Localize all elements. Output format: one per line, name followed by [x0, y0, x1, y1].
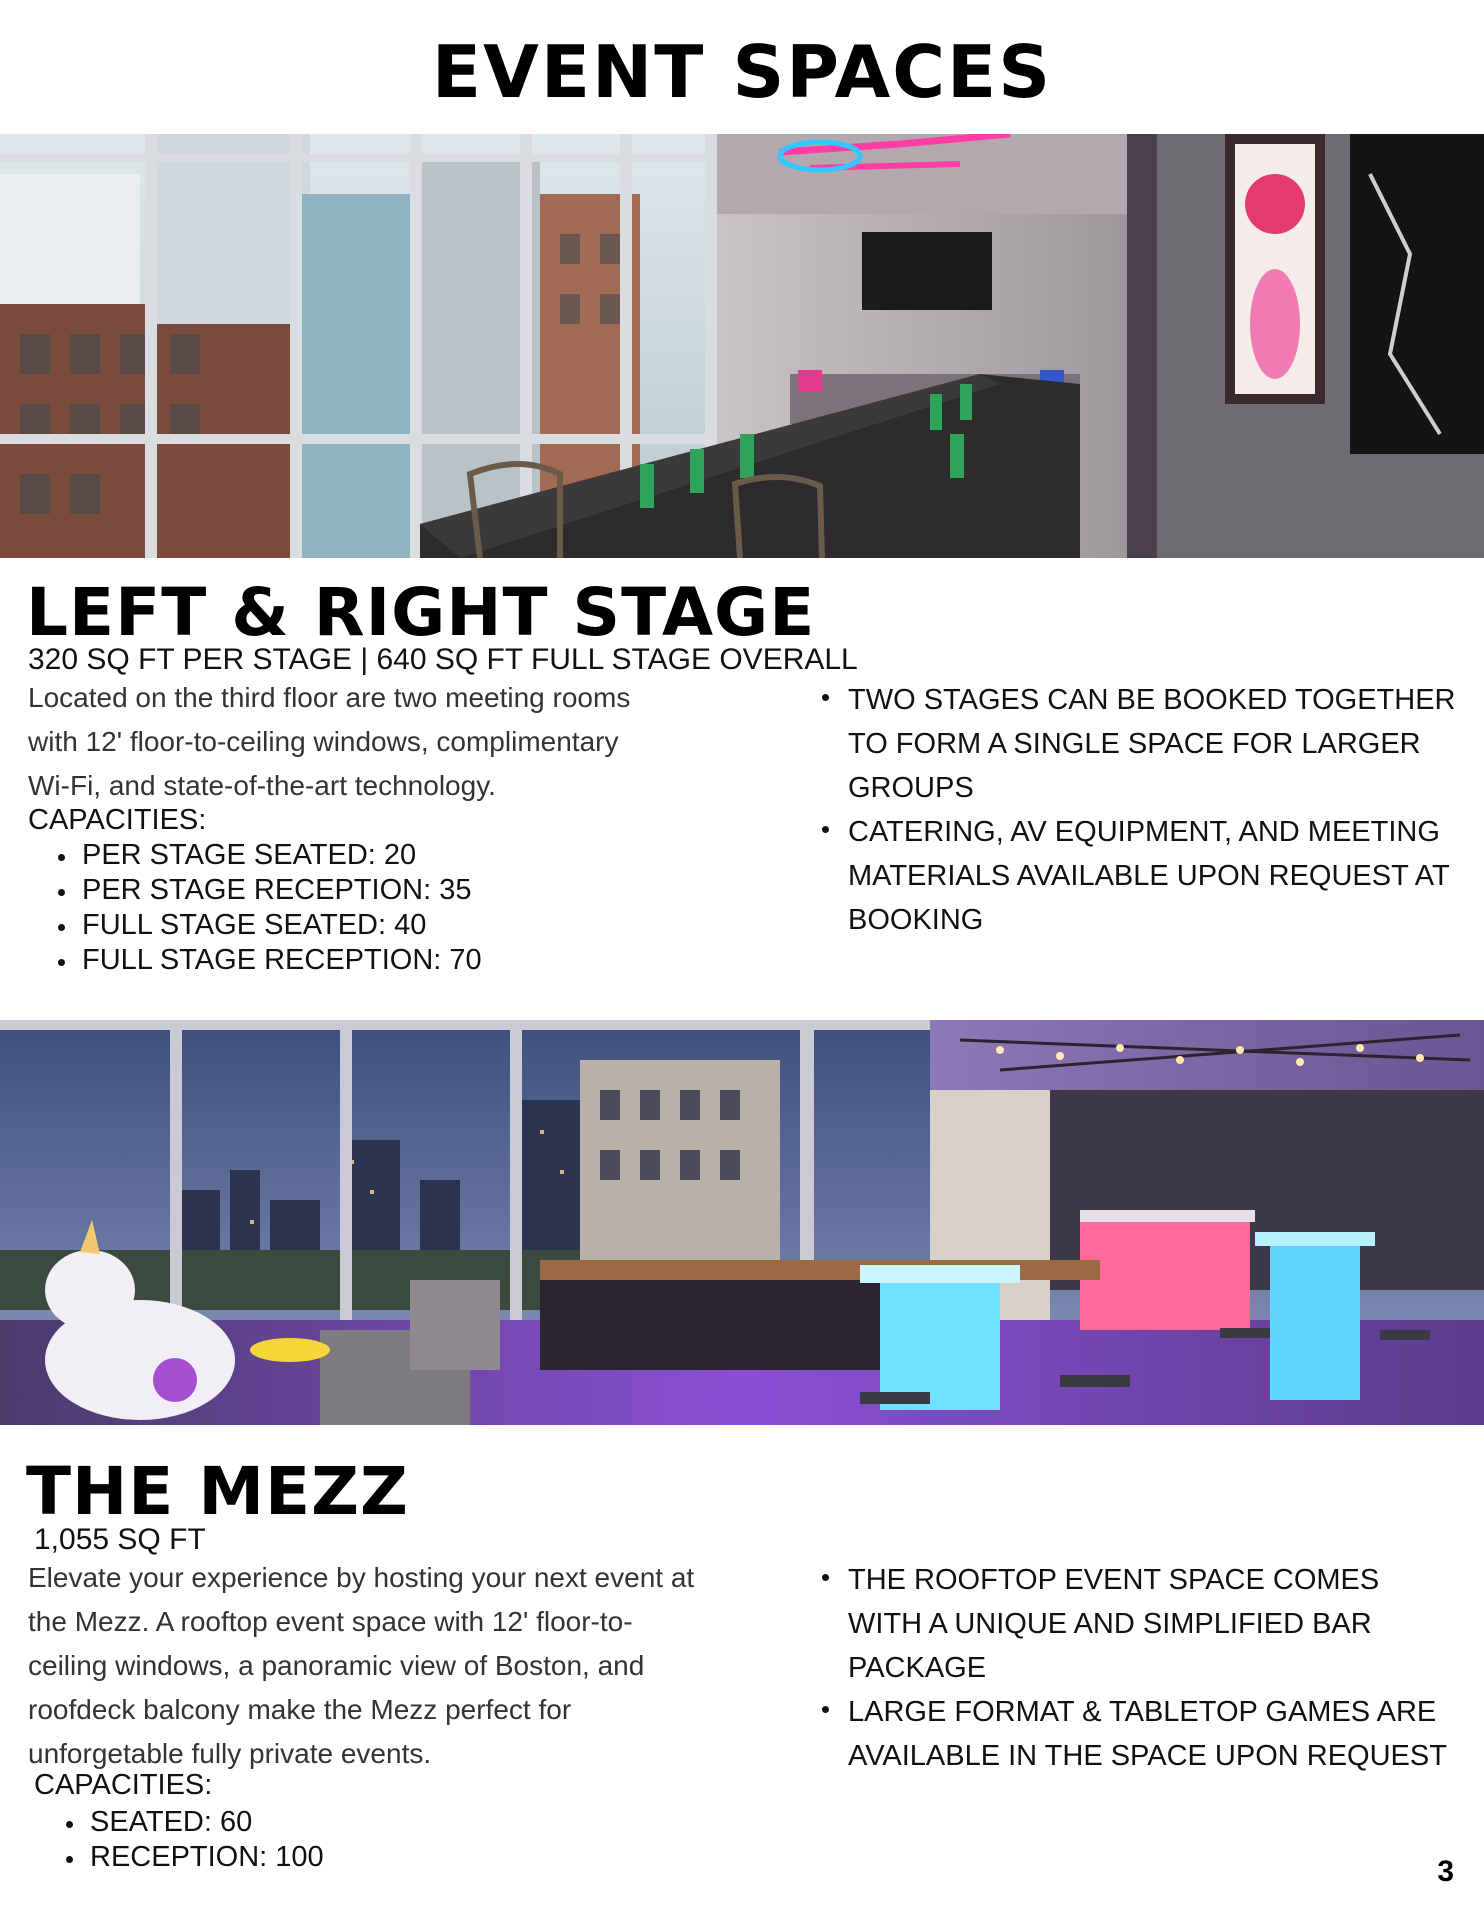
page-title: EVENT SPACES	[431, 30, 1053, 114]
section-title-stage: LEFT & RIGHT STAGE	[26, 574, 816, 651]
page-number: 3	[1437, 1855, 1454, 1888]
capacity-item: SEATED: 60	[62, 1805, 582, 1840]
section-description-mezz: Elevate your experience by hosting your next event at the Mezz. A rooftop event space with 12' floor-to-ceiling windows, a panoramic view of Boston, and roofdeck balcony make the Mezz perfect for unforgetable fully private events.	[28, 1562, 695, 1769]
capacity-item: PER STAGE SEATED: 20	[54, 838, 574, 873]
capacities-list-mezz	[62, 1805, 582, 1875]
capacity-item: PER STAGE RECEPTION: 35	[54, 873, 574, 908]
section-description-stage: Located on the third floor are two meeting rooms with 12' floor-to-ceiling windows, complimentary Wi-Fi, and state-of-the-art technology.	[28, 682, 631, 801]
section-subtitle-mezz: 1,055 SQ FT	[34, 1523, 206, 1556]
capacity-item: FULL STAGE RECEPTION: 70	[54, 943, 574, 978]
feature-item: THE ROOFTOP EVENT SPACE COMES WITH A UNIQUE AND SIMPLIFIED BAR PACKAGE	[818, 1558, 1458, 1690]
capacity-item: RECEPTION: 100	[62, 1840, 582, 1875]
section-title-mezz: THE MEZZ	[26, 1453, 409, 1530]
capacity-item: FULL STAGE SEATED: 40	[54, 908, 574, 943]
stage-room-photo	[0, 134, 1484, 558]
capacities-label-mezz: CAPACITIES:	[34, 1769, 213, 1801]
features-list-stage	[818, 678, 1458, 942]
capacities-label-stage: CAPACITIES:	[28, 804, 207, 836]
capacities-list-stage	[54, 838, 574, 978]
features-list-mezz	[818, 1558, 1458, 1778]
feature-item: TWO STAGES CAN BE BOOKED TOGETHER TO FORM A SINGLE SPACE FOR LARGER GROUPS	[818, 678, 1458, 810]
feature-item: CATERING, AV EQUIPMENT, AND MEETING MATERIALS AVAILABLE UPON REQUEST AT BOOKING	[818, 810, 1458, 942]
section-subtitle-stage: 320 SQ FT PER STAGE | 640 SQ FT FULL STAGE OVERALL	[28, 643, 858, 676]
feature-item: LARGE FORMAT & TABLETOP GAMES ARE AVAILABLE IN THE SPACE UPON REQUEST	[818, 1690, 1458, 1778]
mezz-photo	[0, 1020, 1484, 1425]
